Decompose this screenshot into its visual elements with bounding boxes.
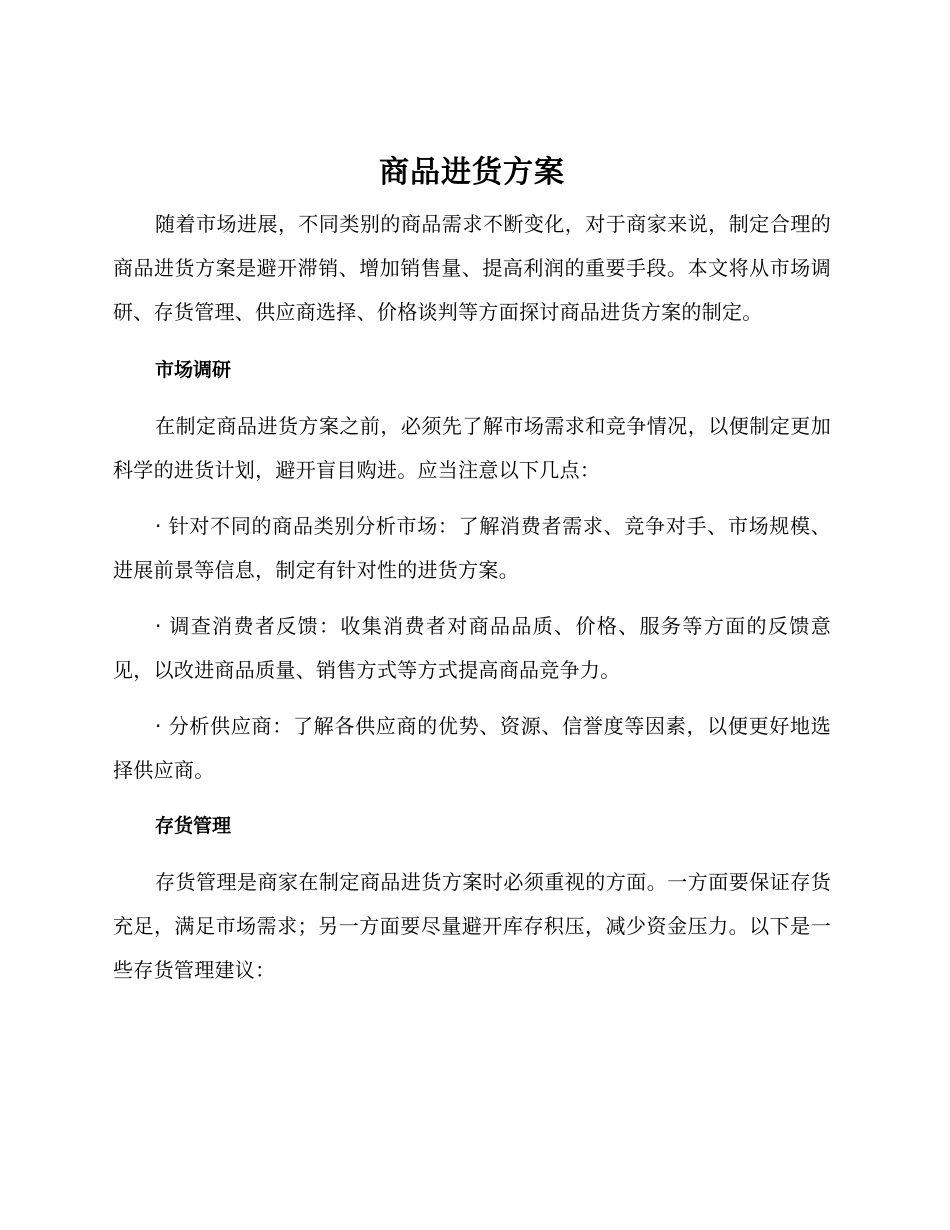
spacer — [113, 334, 831, 348]
section-intro-market-research: 在制定商品进货方案之前，必须先了解市场需求和竞争情况，以便制定更加科学的进货计划，避开盲目购进。应当注意以下几点： — [113, 414, 831, 482]
spacer — [113, 792, 831, 804]
intro-paragraph: 随着市场进展，不同类别的商品需求不断变化，对于商家来说，制定合理的商品进货方案是避开滞销、增加销售量、提高利润的重要手段。本文将从市场调研、存货管理、供应商选择、价格谈判等方面探讨商品进货方案的制定。 — [113, 212, 831, 324]
section-heading-inventory-management: 存货管理 — [155, 815, 232, 837]
bullet-item: · 分析供应商：了解各供应商的优势、资源、信誉度等因素，以便更好地选择供应商。 — [113, 714, 831, 782]
document-page — [113, 150, 831, 992]
spacer — [113, 492, 831, 504]
section-heading-market-research: 市场调研 — [155, 359, 232, 381]
document-title: 商品进货方案 — [379, 155, 565, 190]
spacer — [113, 592, 831, 604]
spacer — [113, 692, 831, 704]
bullet-item: · 针对不同的商品类别分析市场：了解消费者需求、竞争对手、市场规模、进展前景等信息，制定有针对性的进货方案。 — [113, 514, 831, 582]
spacer — [113, 848, 831, 860]
bullet-item: · 调查消费者反馈：收集消费者对商品品质、价格、服务等方面的反馈意见，以改进商品质量、销售方式等方式提高商品竞争力。 — [113, 614, 831, 682]
section-intro-inventory-management: 存货管理是商家在制定商品进货方案时必须重视的方面。一方面要保证存货充足，满足市场需求；另一方面要尽量避开库存积压，减少资金压力。以下是一些存货管理建议： — [113, 870, 831, 982]
spacer — [113, 392, 831, 404]
